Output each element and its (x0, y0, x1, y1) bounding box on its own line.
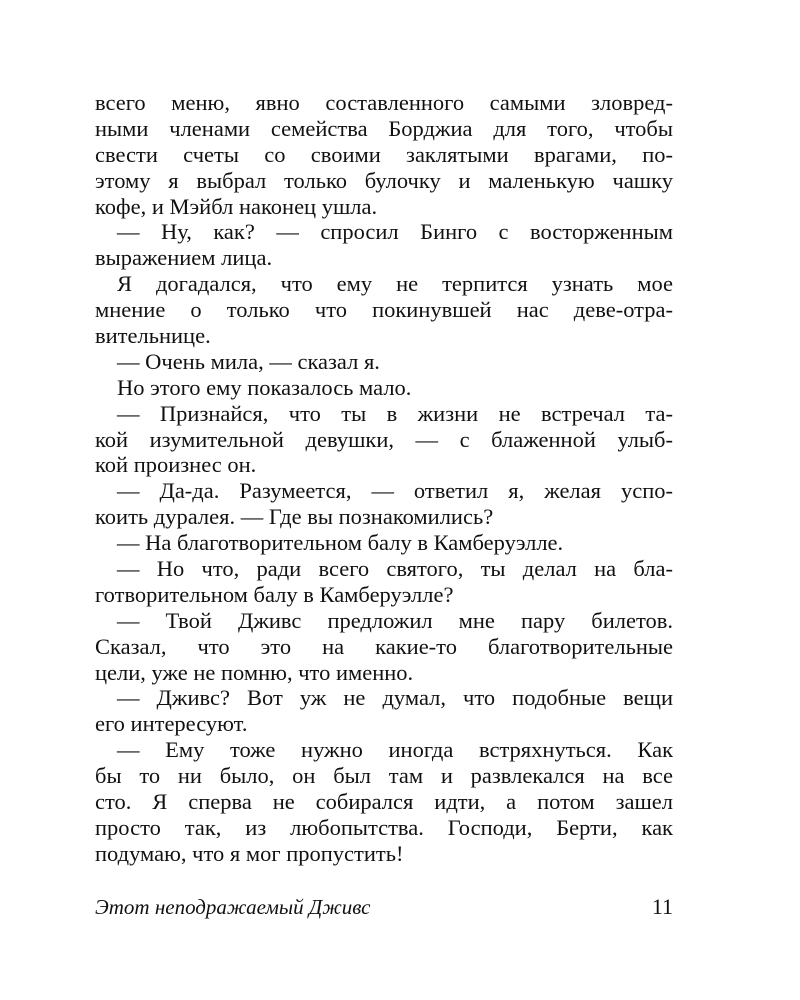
text-line: свести счеты со своими заклятыми врагами, по- (95, 141, 673, 167)
text-line: Сказал, что это на какие-то благотворительные (95, 633, 673, 659)
text-line: коить дуралея. — Где вы познакомились? (95, 504, 494, 530)
text-line: — Признайся, что ты в жизни не встречал та- (117, 400, 673, 426)
text-line: ными членами семейства Борджиа для того, чтобы (95, 115, 673, 141)
text-line: — Да-да. Разумеется, — ответил я, желая успо- (117, 478, 673, 504)
text-line: — Ему тоже нужно иногда встряхнуться. Как (117, 737, 673, 763)
text-line: — Но что, ради всего святого, ты делал на бла- (117, 556, 673, 582)
text-line: мнение о только что покинувшей нас деве-отра- (95, 297, 673, 323)
text-line: — Очень мила, — сказал я. (117, 348, 380, 374)
text-line: Я догадался, что ему не терпится узнать мое (117, 271, 673, 297)
body-text (95, 90, 673, 867)
text-line: подумаю, что я мог пропустить! (95, 840, 404, 866)
text-line: его интересуют. (95, 711, 248, 737)
text-line: цели, уже не помню, что именно. (95, 659, 414, 685)
running-title: Этот неподражаемый Дживс (95, 895, 371, 919)
page-number: 11 (651, 894, 673, 919)
text-line: — Твой Дживс предложил мне пару билетов. (117, 607, 673, 633)
text-line: кофе, и Мэйбл наконец ушла. (95, 193, 378, 219)
text-line: — На благотворительном балу в Камберуэлле. (117, 530, 564, 556)
text-line: кой произнес он. (95, 452, 257, 478)
page-footer (95, 893, 673, 921)
text-line: — Дживс? Вот уж не думал, что подобные вещи (117, 685, 673, 711)
text-line: вительнице. (95, 323, 211, 349)
text-line: Но этого ему показалось мало. (117, 374, 412, 400)
text-line: выражением лица. (95, 245, 273, 271)
text-line: бы то ни было, он был там и развлекался на все (95, 763, 673, 789)
text-line: просто так, из любопытства. Господи, Берти, как (95, 814, 673, 840)
text-line: готворительном балу в Камберуэлле? (95, 581, 454, 607)
text-line: — Ну, как? — спросил Бинго с восторженным (117, 219, 673, 245)
text-line: кой изумительной девушки, — с блаженной улыб- (95, 426, 673, 452)
text-line: этому я выбрал только булочку и маленькую чашку (95, 167, 673, 193)
text-line: всего меню, явно составленного самыми зловред- (95, 90, 673, 115)
text-line: сто. Я сперва не собирался идти, а потом зашел (95, 789, 673, 815)
